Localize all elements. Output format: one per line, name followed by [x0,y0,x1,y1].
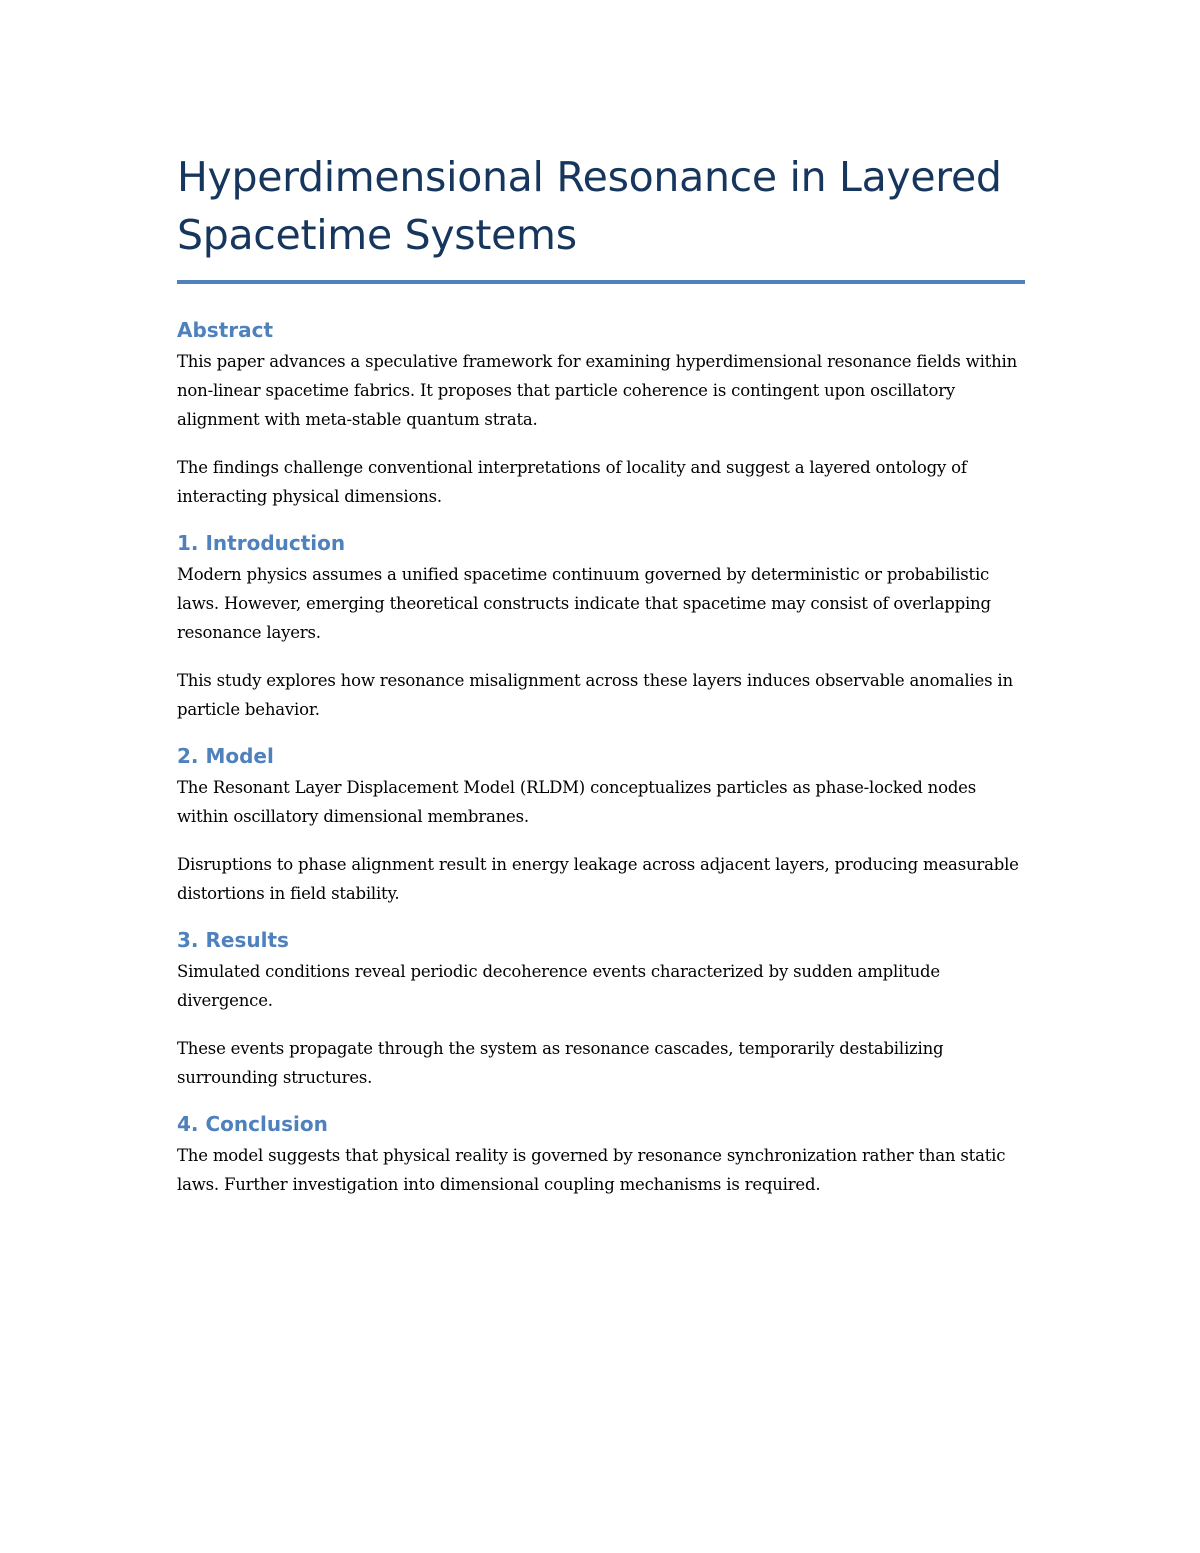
section-model [177,742,1025,908]
section-introduction [177,529,1025,724]
paragraph: The findings challenge conventional interpretations of locality and suggest a layered ontology of interacting physical dimensions. [177,458,967,506]
section-heading: 4. Conclusion [177,1112,328,1136]
section-abstract [177,316,1025,511]
paragraph: This study explores how resonance misalignment across these layers induces observable anomalies in particle behavior. [177,671,1013,719]
document-title: Hyperdimensional Resonance in Layered Spacetime Systems [177,153,1002,259]
section-heading: 1. Introduction [177,531,346,555]
section-results [177,926,1025,1092]
paragraph: This paper advances a speculative framework for examining hyperdimensional resonance fields within non-linear spacetime fabrics. It proposes that particle coherence is contingent upon oscillatory alignment with meta-stable quantum strata. [177,352,1018,429]
document-page [177,148,1025,1199]
title-divider [177,280,1025,284]
paragraph: These events propagate through the system as resonance cascades, temporarily destabilizing surrounding structures. [177,1039,944,1087]
paragraph: Simulated conditions reveal periodic decoherence events characterized by sudden amplitude divergence. [177,962,940,1010]
paragraph: Modern physics assumes a unified spacetime continuum governed by deterministic or probabilistic laws. However, emerging theoretical constructs indicate that spacetime may consist of overlapping resonance layers. [177,565,991,642]
paragraph: The Resonant Layer Displacement Model (RLDM) conceptualizes particles as phase-locked nodes within oscillatory dimensional membranes. [177,778,977,826]
paragraph: The model suggests that physical reality is governed by resonance synchronization rather than static laws. Further investigation into dimensional coupling mechanisms is required. [177,1146,1006,1194]
section-heading: Abstract [177,318,274,342]
paragraph: Disruptions to phase alignment result in energy leakage across adjacent layers, producing measurable distortions in field stability. [177,855,1019,903]
section-heading: 2. Model [177,744,274,768]
section-conclusion [177,1110,1025,1199]
section-heading: 3. Results [177,928,289,952]
